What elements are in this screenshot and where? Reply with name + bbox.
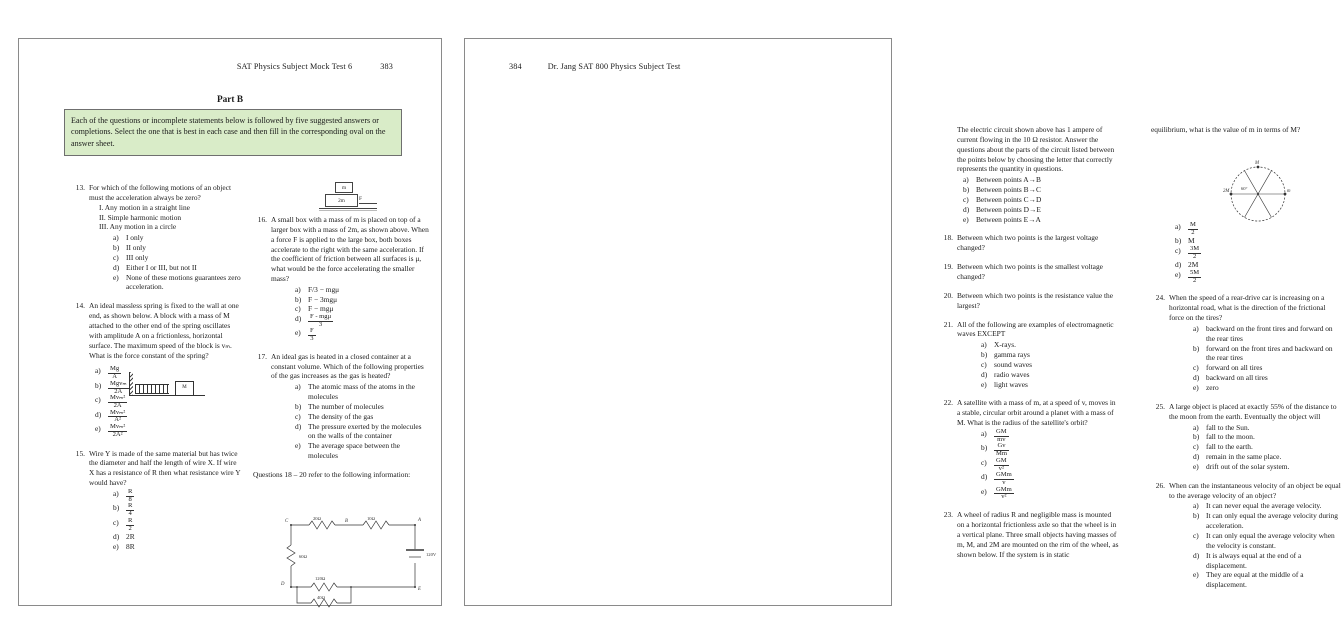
question-21-stem: All of the following are examples of electromagnetic waves EXCEPT [957, 319, 1114, 339]
choice-label: c) [1193, 530, 1199, 540]
choice-label: c) [981, 457, 987, 467]
choice-label: b) [113, 243, 120, 253]
choice-label: d) [963, 204, 970, 214]
choice-text: forward on all tires [1206, 363, 1263, 373]
choice-fraction: $\frac{\text{Mgvₘ}}{2A}$ [110, 379, 127, 395]
choice-c[interactable] [1175, 246, 1341, 260]
choice-label: e) [113, 541, 119, 551]
choice-fraction: $\frac{M}{2}$ [1190, 220, 1196, 236]
force-arrow-line [359, 203, 377, 204]
question-19-stem: Between which two points is the smallest voltage changed? [957, 262, 1103, 281]
choice-fraction: $\frac{\text{GMm}}{v}$ [996, 471, 1012, 486]
choice-e[interactable] [981, 487, 1119, 501]
resistor-40-label: 40Ω [317, 595, 326, 600]
roman-item: II. Simple harmonic motion [99, 212, 182, 222]
question-13-stem: For which of the following motions of an object must the acceleration always be zero? [89, 183, 232, 202]
resistor-20-label: 20Ω [313, 516, 322, 521]
question-23-choices [1151, 222, 1341, 285]
choice-label: b) [963, 185, 970, 195]
circuit-lead-text: The electric circuit shown above has 1 ampere of current flowing in the 10 Ω resistor. Answer the questions about the parts of the circuit listed between the points below by choosing the letter that correctly represents the quantity in questions. [957, 125, 1115, 174]
choice-label: a) [1193, 323, 1199, 333]
question-22 [939, 398, 1119, 501]
question-14 [71, 301, 243, 360]
circuit-figure [275, 511, 435, 615]
choice-fraction: $\frac{\text{Mvₘ²}}{2A}$ [110, 394, 126, 409]
wheel-figure-spacer [1151, 135, 1341, 221]
question-24-stem: When the speed of a rear-drive car is increasing on a horizontal road, what is the direction of the frictional force on the tires? [1169, 293, 1326, 323]
choice-e[interactable] [963, 215, 1119, 225]
left-page [18, 38, 442, 606]
choice-e[interactable] [113, 273, 243, 293]
choice-a[interactable] [981, 429, 1119, 443]
choice-label: e) [981, 379, 987, 389]
choice-d[interactable] [295, 422, 429, 442]
question-21-number: 21. [943, 319, 953, 329]
choice-e[interactable] [1175, 270, 1341, 284]
choice-label: a) [1193, 501, 1199, 511]
question-23-number: 23. [943, 510, 953, 520]
choice-d[interactable] [113, 532, 243, 542]
choice-label: a) [113, 233, 119, 243]
choice-d[interactable] [981, 370, 1119, 380]
question-18-number: 18. [943, 233, 953, 243]
choice-fraction: $\frac{R}{4}$ [128, 502, 133, 518]
choice-label: e) [295, 328, 301, 338]
choice-text: backward on the front tires and forward on the rear tires [1206, 323, 1333, 343]
left-head-title: SAT Physics Subject Mock Test 6 [236, 62, 353, 71]
choice-e[interactable] [295, 441, 429, 461]
choice-b[interactable] [1175, 236, 1341, 246]
question-15-choices [89, 489, 243, 552]
question-14-choices [71, 366, 243, 438]
choice-b[interactable] [981, 443, 1119, 457]
choice-label: c) [1193, 442, 1199, 452]
choice-label: e) [963, 214, 969, 224]
choice-b[interactable] [1193, 511, 1341, 531]
roman-item: III. Any motion in a circle [99, 222, 177, 232]
choice-label: b) [113, 503, 120, 513]
choice-c[interactable] [1193, 363, 1341, 373]
choice-text: Between points A→B [976, 175, 1041, 185]
resistor-10-label: 10Ω [367, 516, 376, 521]
choice-text: X-rays. [994, 340, 1016, 350]
choice-fraction: $\frac{3M}{2}$ [1190, 244, 1200, 260]
choice-text: F − 3mgμ [308, 294, 338, 304]
choice-b[interactable] [1193, 344, 1341, 364]
choice-a[interactable] [1193, 423, 1341, 433]
circuit-label-e: E [418, 587, 421, 592]
choice-fraction: $\frac{\text{F - mgμ}}{3}$ [310, 312, 332, 328]
question-22-number: 22. [943, 398, 953, 408]
choice-label: c) [981, 359, 987, 369]
question-14-stem: An ideal massless spring is fixed to the wall at one end, as shown below. A block with a mass of M attached to the other end of the spring oscillates with amplitude A on a frictionless, horizontal surface. The maximum speed of the block is vₘ. What is the force constant of the spring? [89, 301, 239, 360]
choice-a[interactable] [295, 285, 429, 295]
roman-item: I. Any motion in a straight line [99, 202, 190, 212]
choice-label: a) [963, 175, 969, 185]
choice-c[interactable] [981, 360, 1119, 370]
circuit-label-b: B [345, 519, 348, 524]
choice-text: The pressure exerted by the molecules on the walls of the container [308, 421, 422, 441]
choice-label: d) [1193, 550, 1200, 560]
large-box: 2m [325, 194, 358, 207]
choice-a[interactable] [981, 340, 1119, 350]
choice-text: gamma rays [994, 350, 1030, 360]
question-26-choices [1169, 501, 1341, 590]
question-23-stem: A wheel of radius R and negligible mass is mounted on a horizontal frictionless axle so that the wheel is in a vertical plane. Three small objects having masses of m, M, and 2M are mounted on the rim of the wheel, as shown below. If the system is in static [957, 510, 1119, 559]
question-16-choices [271, 285, 429, 343]
right-page-column-1 [939, 125, 1119, 568]
choice-label: d) [1175, 260, 1182, 270]
choice-text: Between points D→E [976, 204, 1041, 214]
choice-d[interactable] [1193, 452, 1341, 462]
resistor-60-label: 60Ω [299, 554, 308, 559]
question-19-number: 19. [943, 262, 953, 272]
wheel-angle-label: 60° [1241, 186, 1248, 191]
choice-text: sound waves [994, 359, 1032, 369]
choice-text: I only [126, 233, 144, 243]
choice-a[interactable] [113, 233, 243, 243]
choice-label: d) [981, 472, 988, 482]
choice-text: radio waves [994, 369, 1030, 379]
choice-b[interactable] [113, 503, 243, 517]
circuit-label-d: D [281, 582, 285, 587]
circuit-lead-choices [939, 175, 1119, 224]
choice-d[interactable] [981, 472, 1119, 486]
choice-label: b) [981, 443, 988, 453]
choice-e[interactable] [1193, 462, 1341, 472]
question-20-stem: Between which two points is the resistance value the largest? [957, 290, 1113, 310]
choice-label: c) [963, 194, 969, 204]
choice-d[interactable] [963, 205, 1119, 215]
choice-text: M [1188, 236, 1195, 246]
choice-text: II only [126, 243, 146, 253]
question-24-number: 24. [1155, 293, 1165, 303]
ground-hatch [319, 210, 377, 211]
choice-label: a) [295, 284, 301, 294]
choice-text: fall to the moon. [1206, 432, 1255, 442]
choice-b[interactable] [981, 350, 1119, 360]
question-17-stem: An ideal gas is heated in a closed container at a constant volume. Which of the following properties of the gas increases as the gas is heated? [271, 351, 424, 381]
choice-label: a) [295, 382, 301, 392]
question-21-choices [957, 340, 1119, 389]
choice-text: fall to the earth. [1206, 442, 1253, 452]
question-16-stem: A small box with a mass of m is placed on top of a larger box with a mass of 2m, as shown above. When a force F is applied to the large box, both boxes accelerate to the right with the same acceleration. If the coefficient of friction between all surfaces is μ, what would be the force accelerating the smaller mass? [271, 215, 429, 284]
right-page-number: 384 [509, 62, 522, 71]
choice-b[interactable] [95, 381, 243, 395]
choice-label: e) [1193, 461, 1199, 471]
question-15-number: 15. [75, 448, 85, 458]
question-25 [1151, 402, 1341, 472]
choice-text: Between points C→D [976, 194, 1042, 204]
choice-text: forward on the front tires and backward on the rear tires [1206, 343, 1333, 363]
choice-c[interactable] [1193, 531, 1341, 551]
circuit-svg [275, 511, 435, 615]
wheel-mass-2M: 2M [1223, 189, 1230, 194]
choice-a[interactable] [1175, 222, 1341, 236]
choice-label: e) [1193, 570, 1199, 580]
choice-text: The atomic mass of the atoms in the molecules [308, 382, 415, 402]
choice-text: Between points E→A [976, 214, 1041, 224]
question-25-stem: A large object is placed at exactly 55% of the distance to the moon from the earth. Eventually the object will [1169, 401, 1337, 421]
choice-text: III only [126, 252, 149, 262]
choice-label: d) [981, 369, 988, 379]
left-running-head [237, 62, 393, 71]
choice-label: c) [1175, 245, 1181, 255]
choice-label: a) [1193, 422, 1199, 432]
choice-c[interactable] [95, 395, 243, 409]
choice-label: d) [295, 313, 302, 323]
choice-label: c) [113, 517, 119, 527]
question-23-continued: equilibrium, what is the value of m in terms of M? [1151, 125, 1301, 134]
choice-fraction: $\frac{Gv}{Mm}$ [996, 442, 1007, 458]
choice-label: b) [1193, 432, 1200, 442]
choice-c[interactable] [295, 412, 429, 422]
question-17-choices [271, 382, 429, 461]
choice-label: c) [295, 304, 301, 314]
choice-a[interactable] [113, 489, 243, 503]
choice-label: e) [981, 486, 987, 496]
choice-label: d) [113, 532, 120, 542]
choice-label: e) [1175, 269, 1181, 279]
choice-d[interactable] [1193, 551, 1341, 571]
choice-a[interactable] [1193, 324, 1341, 344]
question-18 [939, 233, 1119, 253]
choice-text: None of these motions guarantees zero acceleration. [126, 272, 241, 292]
choice-fraction: $\frac{\text{Mvₘ²}}{\text{A²}}$ [110, 408, 126, 424]
left-page-column-2 [253, 215, 429, 480]
choice-label: c) [1193, 363, 1199, 373]
choice-label: c) [113, 252, 119, 262]
choice-text: 8R [126, 541, 135, 551]
choice-label: e) [295, 441, 301, 451]
question-22-choices [957, 429, 1119, 501]
question-26 [1151, 481, 1341, 590]
question-21 [939, 320, 1119, 390]
choice-d[interactable] [295, 314, 429, 328]
choice-c[interactable] [113, 253, 243, 263]
choice-text: Either I or III, but not II [126, 262, 197, 272]
choice-label: b) [1193, 343, 1200, 353]
choice-e[interactable] [981, 380, 1119, 390]
choice-label: b) [1175, 236, 1182, 246]
choice-fraction: $\frac{R}{2}$ [128, 516, 133, 532]
choice-text: It can never equal the average velocity. [1206, 501, 1322, 511]
choice-b[interactable] [295, 402, 429, 412]
choice-a[interactable] [95, 366, 243, 380]
choice-label: d) [1193, 373, 1200, 383]
question-26-number: 26. [1155, 480, 1165, 490]
choice-fraction: $\frac{GM}{mv}$ [996, 427, 1007, 443]
choice-text: It is always equal at the end of a displacement. [1206, 550, 1302, 570]
choice-text: It can only equal the average velocity during acceleration. [1206, 511, 1338, 531]
choice-fraction: $\frac{GM}{\text{v²}}$ [996, 456, 1007, 472]
small-box: m [335, 182, 353, 193]
choice-text: F/3 − mgμ [308, 284, 340, 294]
choice-text: Between points B→C [976, 185, 1041, 195]
choice-label: d) [1193, 452, 1200, 462]
part-title: Part B [216, 95, 244, 105]
choice-label: a) [95, 366, 101, 376]
choice-text: They are equal at the middle of a displacement. [1206, 570, 1304, 590]
question-22-stem: A satellite with a mass of m, at a speed of v, moves in a stable, circular orbit around a planet with a mass of M. What is the radius of the satellite's orbit? [957, 398, 1116, 428]
choice-label: e) [113, 272, 119, 282]
spring-block: M [175, 381, 194, 396]
choice-d[interactable] [95, 410, 243, 424]
choice-d[interactable] [113, 263, 243, 273]
question-20-number: 20. [943, 290, 953, 300]
choice-e[interactable] [1193, 383, 1341, 393]
choice-text: 2R [126, 532, 135, 542]
choice-label: b) [981, 350, 988, 360]
question-13-choices [89, 233, 243, 292]
choice-label: a) [113, 488, 119, 498]
circuit-label-c: C [285, 519, 289, 524]
choice-b[interactable] [963, 185, 1119, 195]
choice-text: The number of molecules [308, 401, 384, 411]
choice-fraction: $\frac{Mg}{A}$ [110, 365, 120, 381]
battery-label: 120V [426, 552, 437, 557]
choice-label: a) [1175, 221, 1181, 231]
choice-label: a) [981, 428, 987, 438]
questions-18-20-note: Questions 18 – 20 refer to the following information: [253, 469, 411, 479]
choice-text: backward on all tires [1206, 373, 1268, 383]
choice-c[interactable] [981, 458, 1119, 472]
left-page-number: 383 [380, 62, 393, 71]
choice-c[interactable] [113, 518, 243, 532]
question-13-number: 13. [75, 183, 85, 192]
right-running-head [509, 62, 680, 71]
choice-text: It can only equal the average velocity when the velocity is constant. [1206, 530, 1335, 550]
choice-e[interactable] [113, 542, 243, 552]
question-23 [939, 510, 1119, 559]
question-17 [253, 352, 429, 461]
choice-c[interactable] [1193, 442, 1341, 452]
choice-fraction: $\frac{\text{GMm}}{\text{v²}}$ [996, 485, 1012, 501]
question-25-number: 25. [1155, 401, 1165, 411]
choice-c[interactable] [963, 195, 1119, 205]
choice-b[interactable] [113, 243, 243, 253]
wheel-mass-m: m [1287, 189, 1291, 194]
choice-label: b) [95, 380, 102, 390]
question-24 [1151, 293, 1341, 392]
choice-label: b) [1193, 511, 1200, 521]
choice-label: e) [95, 424, 101, 434]
right-head-title: Dr. Jang SAT 800 Physics Subject Test [547, 62, 681, 71]
choice-e[interactable] [95, 424, 243, 438]
choice-d[interactable] [1175, 260, 1341, 270]
choice-e[interactable] [295, 328, 429, 342]
choice-label: b) [295, 401, 302, 411]
choice-b[interactable] [1193, 432, 1341, 442]
choice-text: The density of the gas [308, 411, 374, 421]
choice-label: d) [95, 409, 102, 419]
question-20 [939, 291, 1119, 311]
choice-text: F − mgμ [308, 304, 334, 314]
question-18-stem: Between which two points is the largest voltage changed? [957, 233, 1099, 253]
choice-d[interactable] [1193, 373, 1341, 383]
choice-text: fall to the Sun. [1206, 422, 1250, 432]
choice-a[interactable] [963, 175, 1119, 185]
resistor-120-label: 120Ω [315, 576, 326, 581]
choice-text: The average space between the molecules [308, 441, 400, 461]
choice-label: c) [95, 395, 101, 405]
choice-a[interactable] [1193, 501, 1341, 511]
choice-text: zero [1206, 383, 1219, 392]
choice-e[interactable] [1193, 570, 1341, 590]
choice-label: e) [1193, 383, 1199, 392]
choice-label: d) [113, 262, 120, 272]
force-label: F [359, 196, 362, 202]
ground-line [319, 208, 377, 209]
choice-label: d) [295, 421, 302, 431]
wheel-mass-M: M [1255, 161, 1259, 166]
choice-text: remain in the same place. [1206, 452, 1282, 462]
left-page-column-1 [71, 183, 243, 560]
question-16-number: 16. [257, 215, 267, 224]
choice-a[interactable] [295, 382, 429, 402]
question-14-number: 14. [75, 301, 85, 311]
circuit-label-a: A [418, 518, 421, 523]
question-13-romans [89, 203, 243, 233]
choice-label: a) [981, 340, 987, 350]
question-13 [71, 183, 243, 292]
right-page [464, 38, 1341, 606]
question-19 [939, 262, 1119, 282]
choice-text: light waves [994, 379, 1028, 389]
choice-label: c) [295, 411, 301, 421]
question-17-number: 17. [257, 351, 267, 361]
choice-fraction: $\frac{\text{Mvₘ²}}{\text{2A²}}$ [110, 423, 126, 438]
question-15-stem: Wire Y is made of the same material but has twice the diameter and half the length of wire X. If wire X has a resistance of R then what resistance wire Y would have? [89, 448, 241, 488]
choice-label: b) [295, 294, 302, 304]
choice-text: drift out of the solar system. [1206, 461, 1290, 471]
choice-fraction: $\frac{F}{3}$ [310, 327, 314, 342]
question-15 [71, 449, 243, 552]
right-page-column-2 [1151, 125, 1341, 599]
question-24-choices [1169, 324, 1341, 393]
question-16 [253, 215, 429, 343]
question-26-stem: When can the instantaneous velocity of an object be equal to the average velocity of an object? [1169, 480, 1341, 500]
choice-fraction: $\frac{R}{8}$ [128, 487, 133, 503]
choice-text: 2M [1188, 260, 1199, 270]
instruction-box: Each of the questions or incomplete statements below is followed by five suggested answers or completions. Select the one that is best in each case and then fill in the corresponding oval on the answer sheet. [64, 109, 402, 156]
choice-b[interactable] [295, 295, 429, 305]
question-25-choices [1169, 423, 1341, 472]
choice-fraction: $\frac{5M}{2}$ [1190, 268, 1200, 284]
